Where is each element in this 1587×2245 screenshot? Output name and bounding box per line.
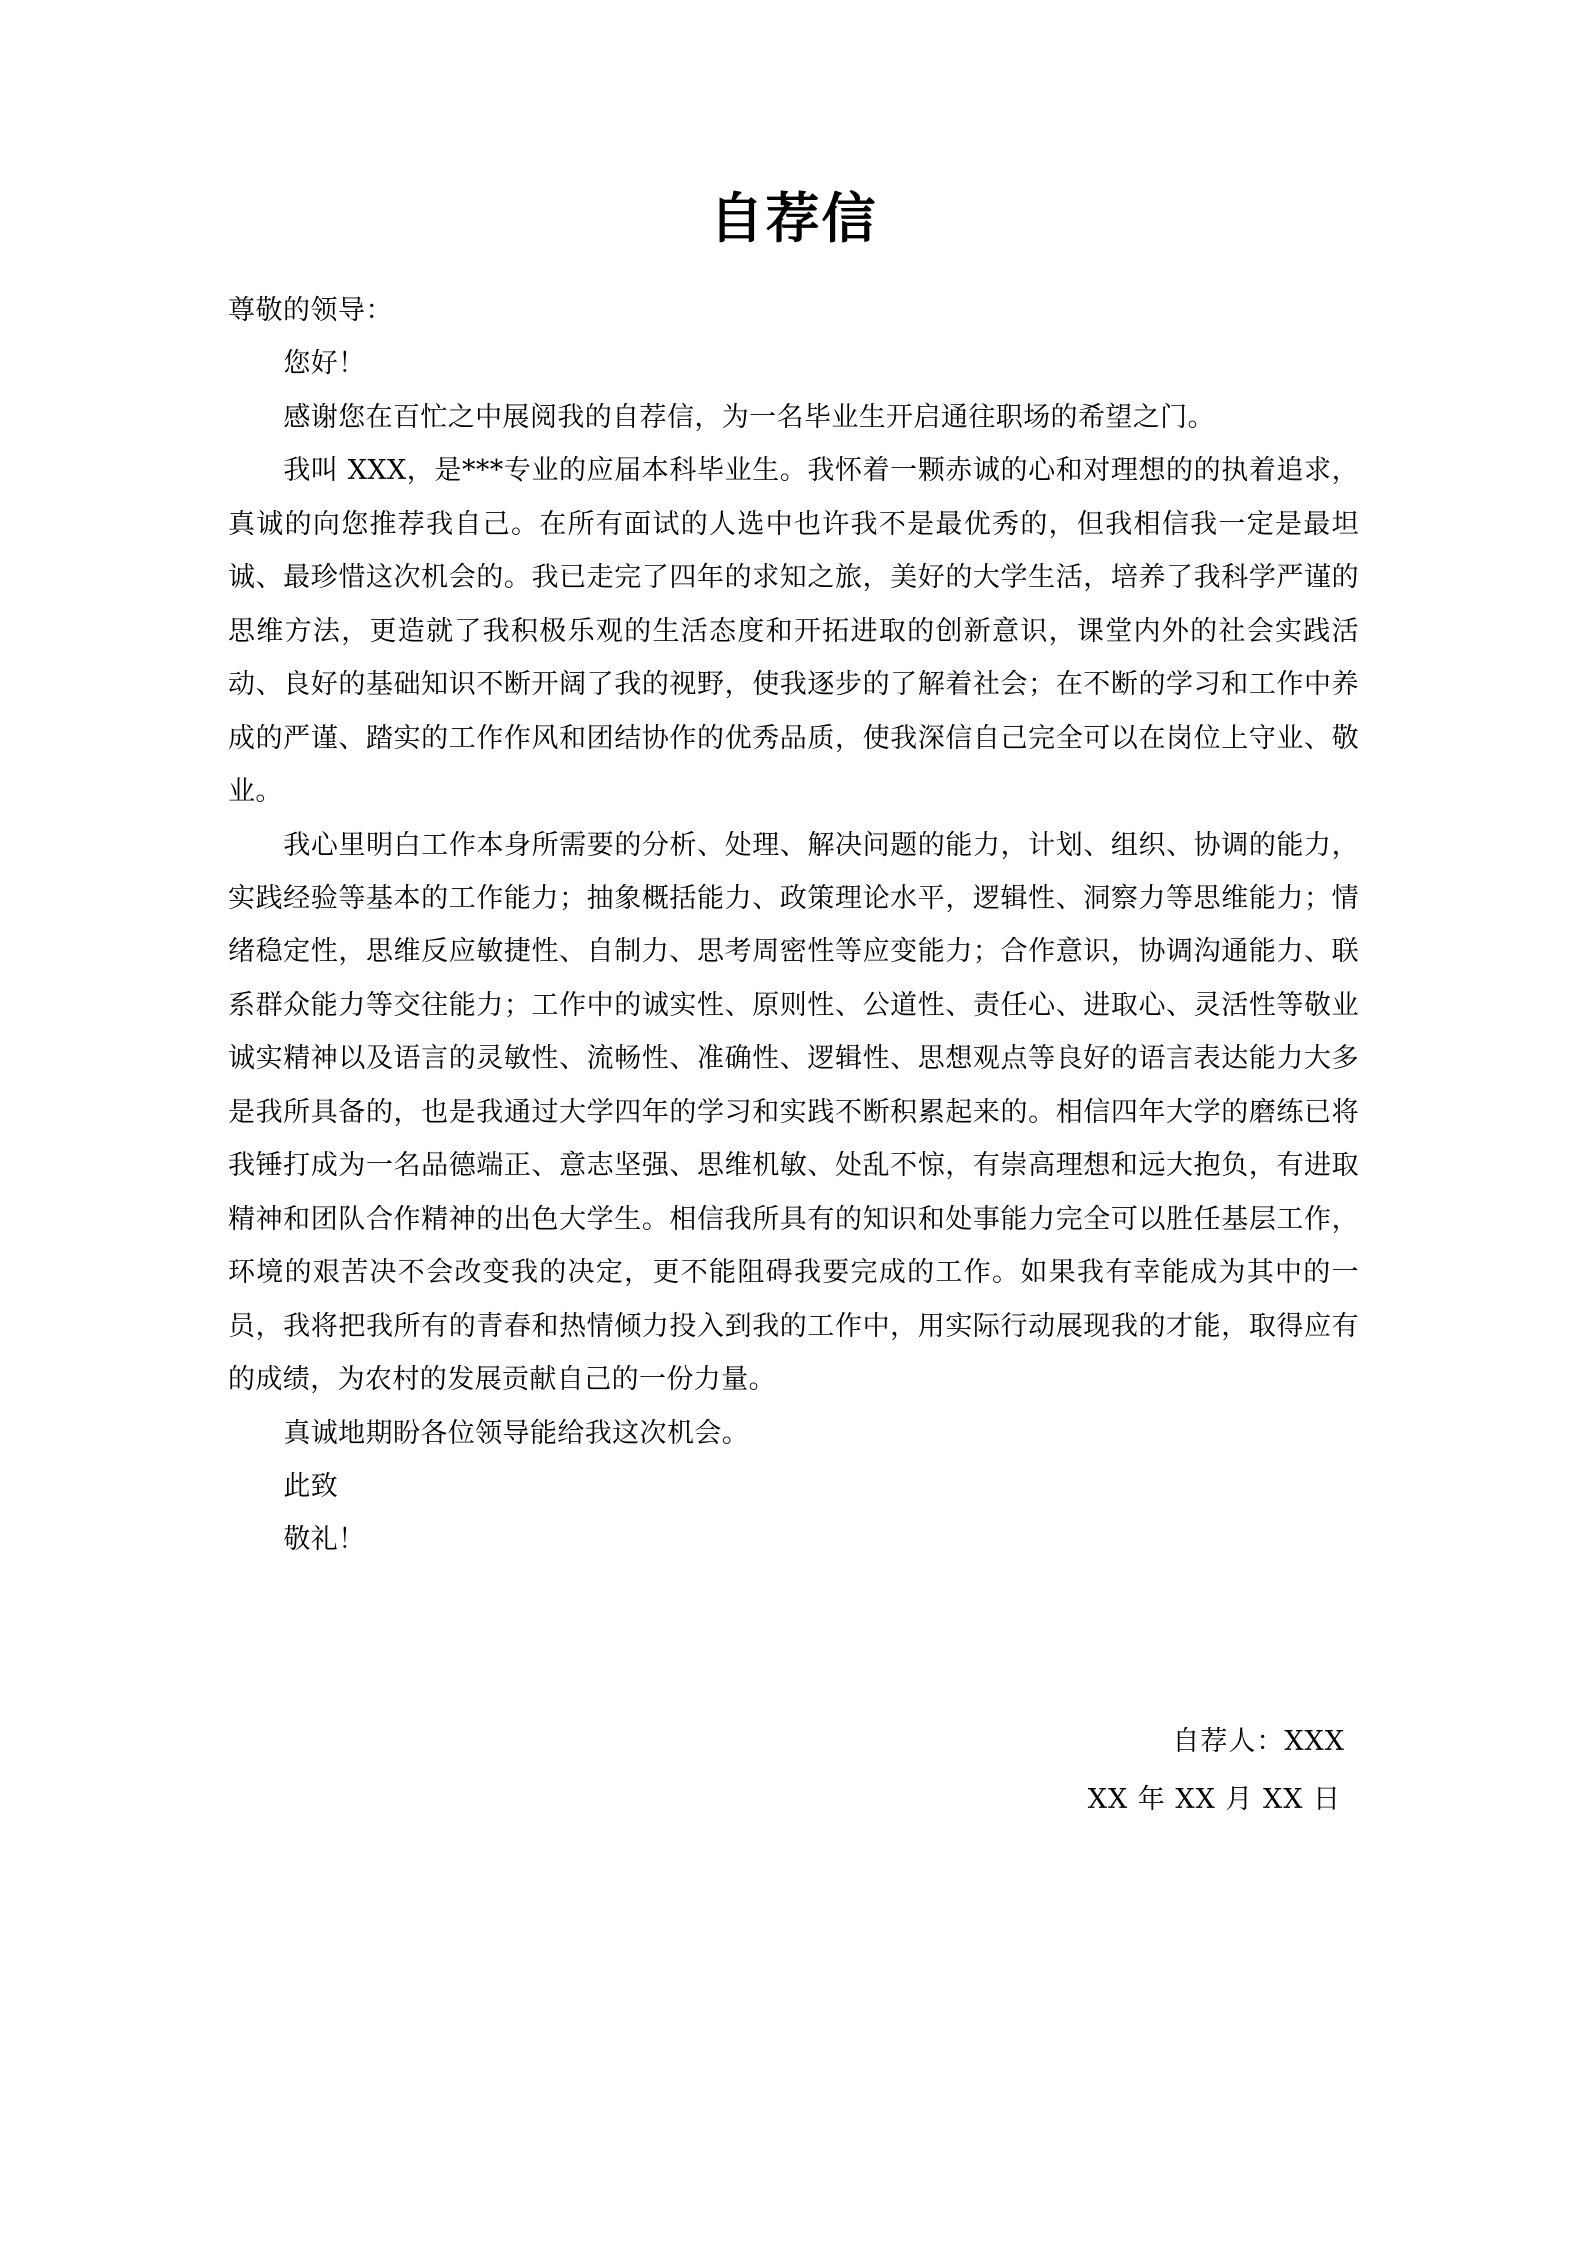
signature-date: XX 年 XX 月 XX 日 bbox=[1087, 1783, 1341, 1815]
paragraph-abilities: 我心里明白工作本身所需要的分析、处理、解决问题的能力，计划、组织、协调的能力，实践经验等基本的工作能力；抽象概括能力、政策理论水平，逻辑性、洞察力等思维能力；情绪稳定性，思维反应敏捷性、自制力、思考周密性等应变能力；合作意识，协调沟通能力、联系群众能力等交往能力；工作中的诚实性、原则性、公道性、责任心、进取心、灵活性等敬业诚实精神以及语言的灵敏性、流畅性、准确性、逻辑性、思想观点等良好的语言表达能力大多是我所具备的，也是我通过大学四年的学习和实践不断积累起来的。相信四年大学的磨练已将我锤打成为一名品德端正、意志坚强、思维机敏、处乱不惊，有崇高理想和远大抱负，有进取精神和团队合作精神的出色大学生。相信我所具有的知识和处事能力完全可以胜任基层工作，环境的艰苦决不会改变我的决定，更不能阻碍我要完成的工作。如果我有幸能成为其中的一员，我将把我所有的青春和热情倾力投入到我的工作中，用实际行动展现我的才能，取得应有的成绩，为农村的发展贡献自己的一份力量。 bbox=[228, 829, 1359, 1396]
document-content bbox=[228, 0, 1359, 1829]
signature-block bbox=[228, 1713, 1359, 1829]
page-title: 自荐信 bbox=[709, 186, 878, 250]
signature-name: 自荐人：XXX bbox=[1172, 1725, 1345, 1757]
closing-line-1: 此致 bbox=[283, 1470, 339, 1502]
salutation: 尊敬的领导： bbox=[228, 294, 393, 326]
paragraph-intro: 感谢您在百忙之中展阅我的自荐信，为一名毕业生开启通往职场的希望之门。 bbox=[283, 401, 1215, 433]
paragraph-request: 真诚地期盼各位领导能给我这次机会。 bbox=[283, 1417, 750, 1449]
greeting: 您好！ bbox=[283, 348, 366, 380]
closing-line-2: 敬礼！ bbox=[283, 1524, 366, 1556]
paragraph-background: 我叫 XXX，是***专业的应届本科毕业生。我怀着一颗赤诚的心和对理想的的执着追求，真诚的向您推荐我自己。在所有面试的人选中也许我不是最优秀的，但我相信我一定是最坦诚、最珍惜这次机会的。我已走完了四年的求知之旅，美好的大学生活，培养了我科学严谨的思维方法，更造就了我积极乐观的生活态度和开拓进取的创新意识，课堂内外的社会实践活动、良好的基础知识不断开阔了我的视野，使我逐步的了解着社会；在不断的学习和工作中养成的严谨、踏实的工作作风和团结协作的优秀品质，使我深信自己完全可以在岗位上守业、敬业。 bbox=[228, 455, 1359, 808]
